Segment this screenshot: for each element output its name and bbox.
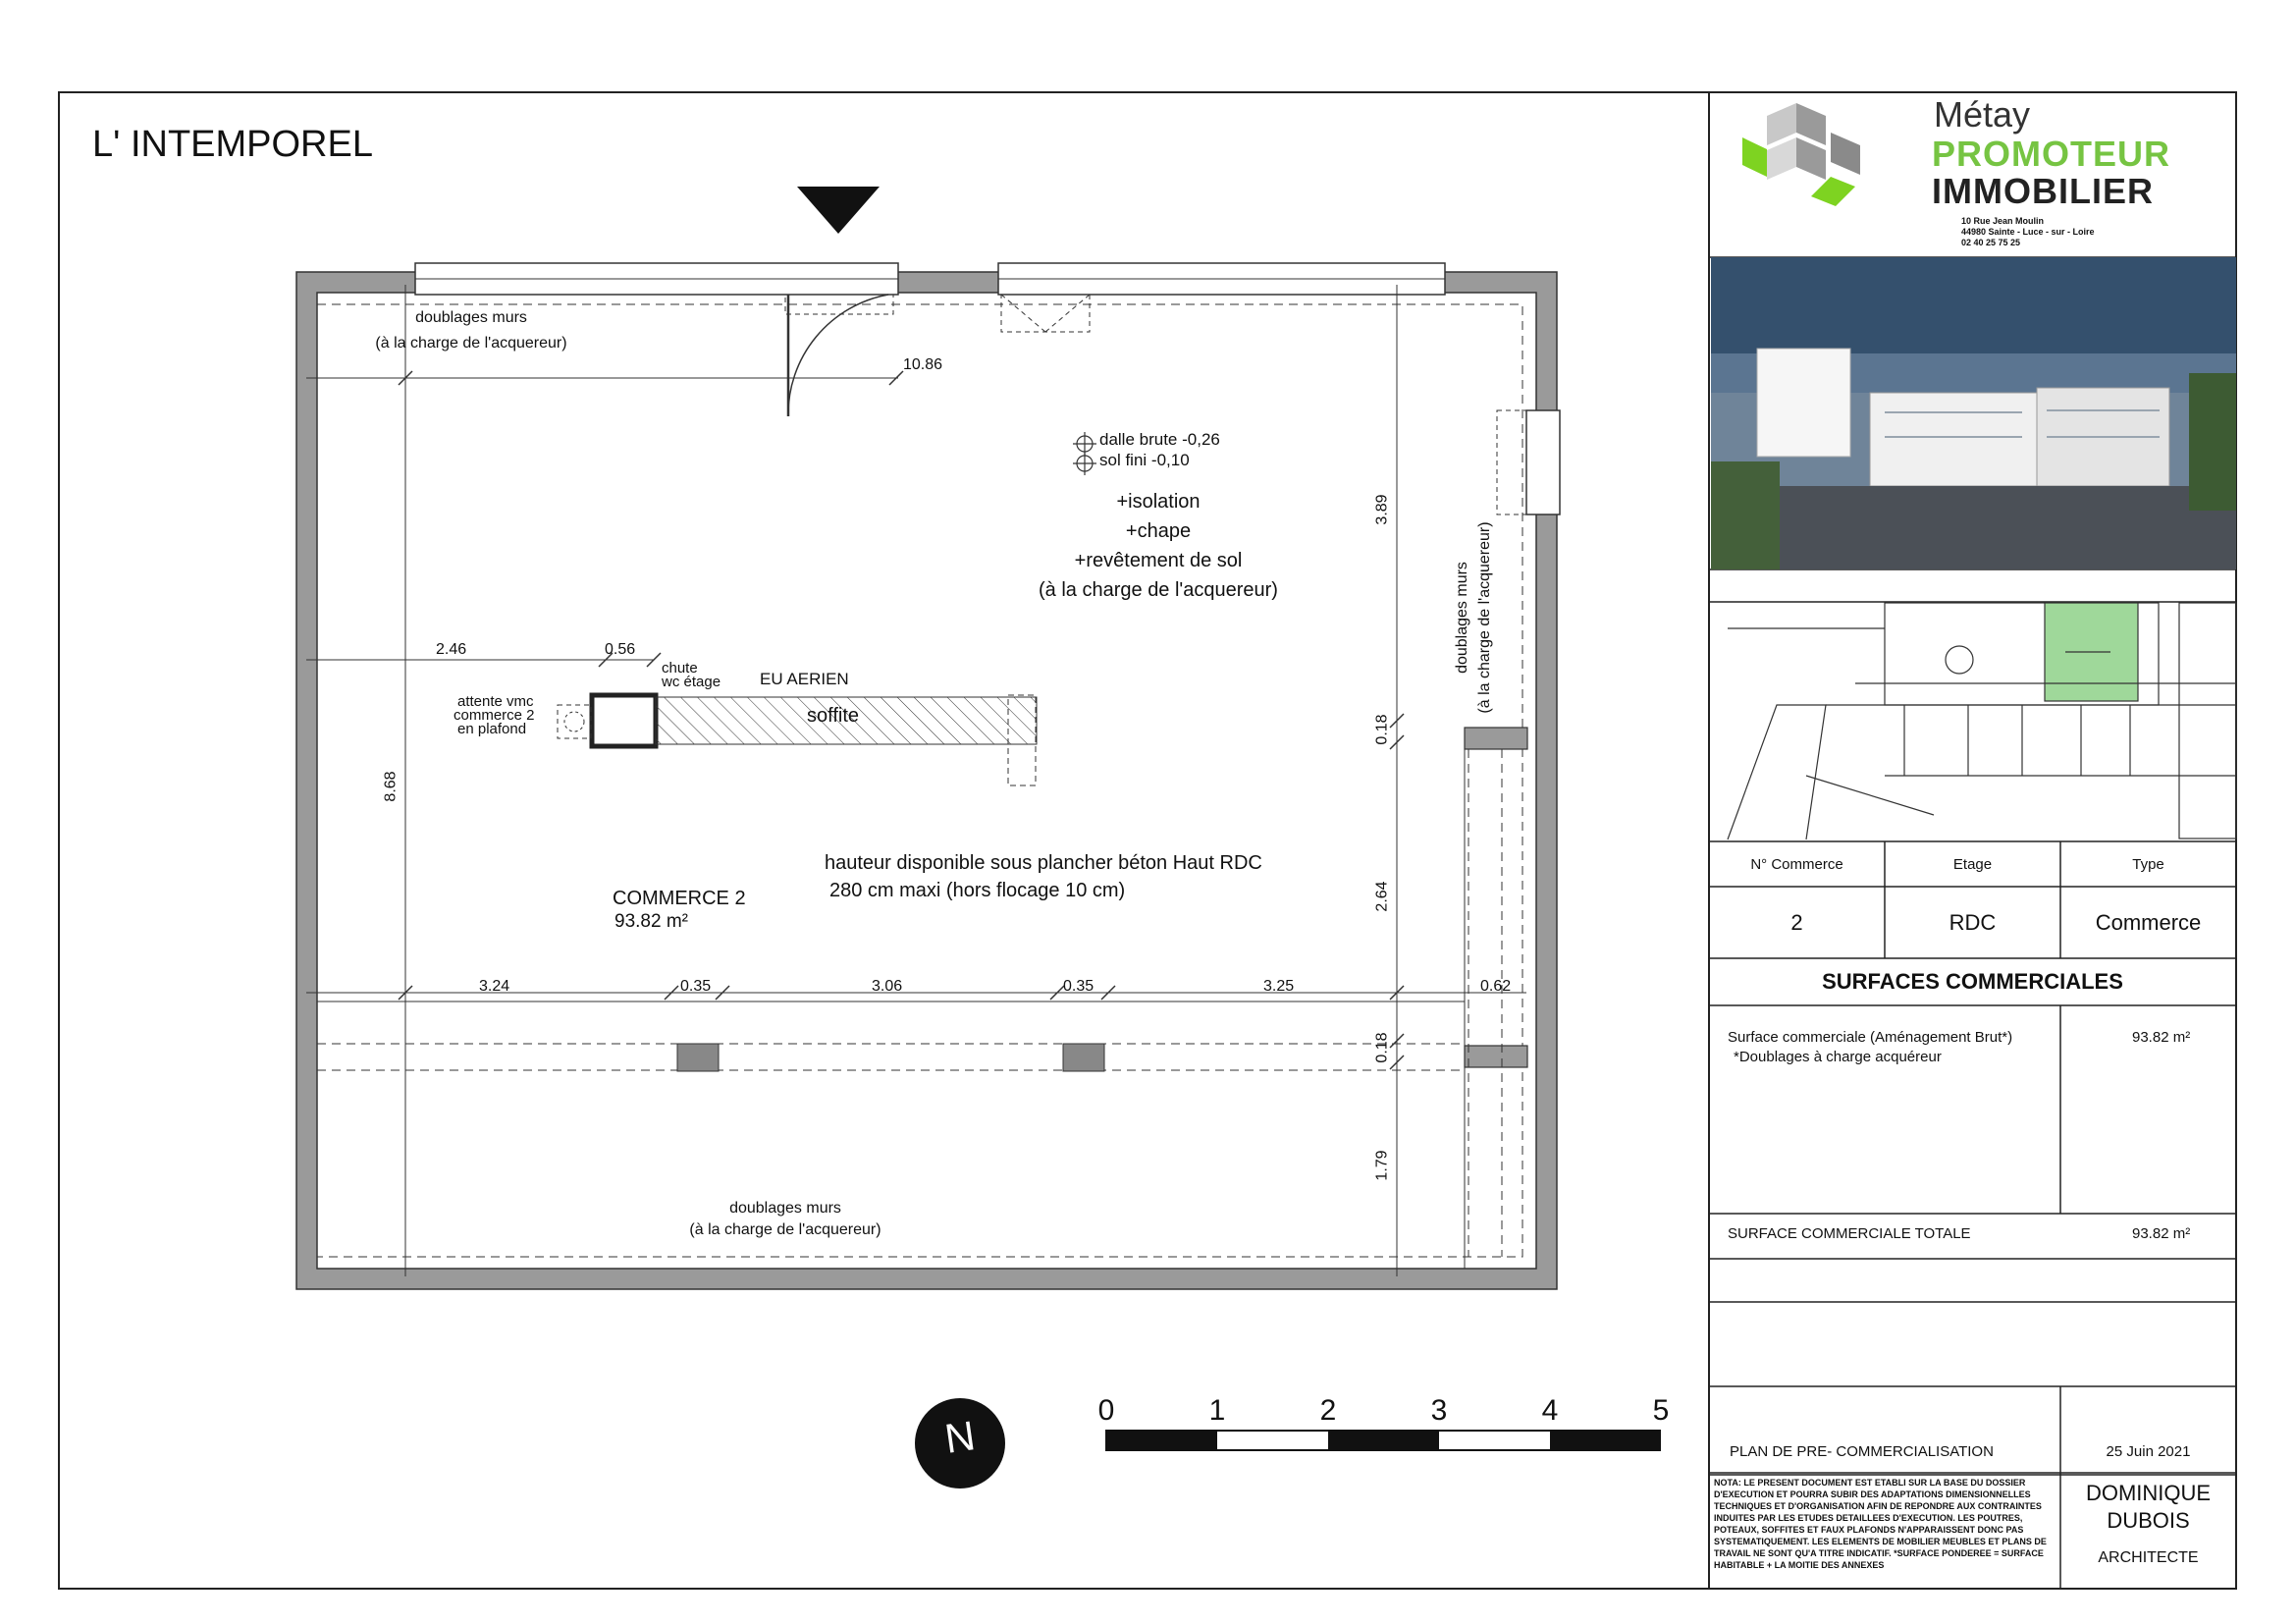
architect-name-2: DUBOIS [2107,1508,2190,1533]
legal-note: NOTA: LE PRESENT DOCUMENT EST ETABLI SUR LA BASE DU DOSSIER D'EXECUTION ET POURRA SUBIR DES ADAPTATIONS DIMENSIONNELLES TECHNIQUES ET D'ORGANISATION AFIN DE REPONDRE AUX CONTRAINTES INDUITES PAR LES ETUDES DETAILLEES D'EXECUTION. LES POUTRES, POTEAUX, SOFFITES ET FAUX PLAFONDS N'APPARAISSENT DONC PAS SYSTEMATIQUEMENT. LES ELEMENTS DE MOBILIER MEUBLES ET PLANS DE TRAVAIL NE SONT QU'A TITRE INDICATIF. *SURFACE PONDEREE = SURFACE HABITABLE + LA MOITIE DES ANNEXES [1714,1478,2047,1570]
label-finish-1: +isolation [1116,491,1201,513]
scale-tick-5: 5 [1652,1394,1670,1427]
label-finish-2: +chape [1125,520,1192,542]
dim-right-gap-2: 0.18 [1373,1032,1391,1063]
vmc-outlet-icon [564,712,584,731]
total-label: SURFACE COMMERCIALE TOTALE [1728,1225,1971,1242]
partition-upper [1465,728,1527,749]
key-plan [1728,603,2236,839]
label-wall-lining-top-sub: (à la charge de l'acquereur) [375,335,567,352]
dim-bay-2: 3.06 [872,978,903,995]
label-finish-4: (à la charge de l'acquereur) [1039,579,1278,601]
surface-value: 93.82 m² [2132,1029,2191,1046]
dim-right-mid: 2.64 [1373,881,1391,912]
label-wall-lining-bottom: doublages murs [729,1200,841,1217]
dim-top-width: 10.86 [903,356,943,373]
header-type: Type [2132,855,2164,873]
label-floor-finish: sol fini -0,10 [1099,451,1190,469]
window-right [1526,410,1560,514]
header-etage: Etage [1952,855,1993,873]
dim-bay-3: 3.25 [1263,978,1295,995]
scale-tick-0: 0 [1097,1394,1115,1427]
chute-shaft [592,695,656,746]
dim-height-total: 8.68 [382,771,400,802]
surface-label-1: Surface commerciale (Aménagement Brut*) [1728,1029,2013,1046]
value-type: Commerce [2095,909,2202,935]
dim-bay-1: 3.24 [479,978,510,995]
scale-tick-2: 2 [1319,1394,1337,1427]
dim-right-gap-1: 0.18 [1373,714,1391,745]
label-wc-etage: wc étage [662,674,721,690]
label-soffite: soffite [807,705,859,727]
label-height-1: hauteur disponible sous plancher béton Haut RDC [825,852,1262,874]
architect-role: ARCHITECTE [2098,1549,2199,1566]
dim-right-lower: 1.79 [1373,1150,1391,1181]
door-swing [788,295,888,416]
total-value: 93.82 m² [2132,1225,2191,1242]
logo-line-1: Métay [1934,94,2031,135]
logo-address-1: 10 Rue Jean Moulin [1961,216,2045,226]
entrance-marker-icon [797,187,880,234]
label-wall-lining-top: doublages murs [415,309,527,326]
surface-label-2: *Doublages à charge acquéreur [1734,1049,1942,1065]
label-wall-lining-right: doublages murs [1454,562,1470,674]
label-finish-3: +revêtement de sol [1074,550,1243,571]
dim-pillar-1: 0.35 [680,978,712,995]
surfaces-title: SURFACES COMMERCIALES [1822,969,2123,994]
label-slab-raw: dalle brute -0,26 [1099,430,1220,449]
level-marker-icon [1073,432,1096,475]
architect-name-1: DOMINIQUE [2085,1481,2212,1505]
logo-line-2: PROMOTEUR [1932,134,2170,174]
logo-line-3: IMMOBILIER [1932,171,2154,211]
plan-type: PLAN DE PRE- COMMERCIALISATION [1730,1443,1994,1460]
label-vmc-2: commerce 2 [454,707,535,724]
scale-tick-4: 4 [1541,1394,1559,1427]
room-area: 93.82 m² [614,911,688,932]
value-commerce: 2 [1790,909,1803,935]
plan-date: 25 Juin 2021 [2106,1443,2191,1460]
pillar-2 [1063,1044,1104,1071]
logo-phone: 02 40 25 75 25 [1961,238,2021,247]
dim-right-end: 0.62 [1480,978,1512,995]
logo-address-2: 44980 Sainte - Luce - sur - Loire [1961,227,2095,237]
wall-lining-outline [317,304,1522,1257]
north-label: N [941,1412,979,1462]
room-name: COMMERCE 2 [613,888,746,909]
scale-tick-3: 3 [1430,1394,1448,1427]
partition-lower [1465,1046,1527,1067]
dim-chute-width: 0.56 [605,641,636,658]
label-vmc-1: attente vmc [457,693,534,710]
label-vmc-3: en plafond [457,721,527,737]
label-height-2: 280 cm maxi (hors flocage 10 cm) [829,880,1126,901]
dim-pillar-2: 0.35 [1063,978,1095,995]
cube-logo-icon [1737,98,1875,216]
project-title: L' INTEMPOREL [92,124,373,165]
header-commerce: N° Commerce [1750,855,1843,873]
label-eu-aerien: EU AERIEN [760,670,849,688]
label-wall-lining-bottom-sub: (à la charge de l'acquereur) [689,1221,881,1238]
label-wall-lining-right-sub: (à la charge de l'acquereur) [1476,521,1493,714]
scale-tick-1: 1 [1208,1394,1226,1427]
exterior-wall [296,272,1557,1289]
value-etage: RDC [1949,909,1997,935]
pillar-1 [677,1044,719,1071]
label-chute: chute [662,660,698,677]
dim-left-offset: 2.46 [436,641,467,658]
dim-right-upper: 3.89 [1373,494,1391,525]
